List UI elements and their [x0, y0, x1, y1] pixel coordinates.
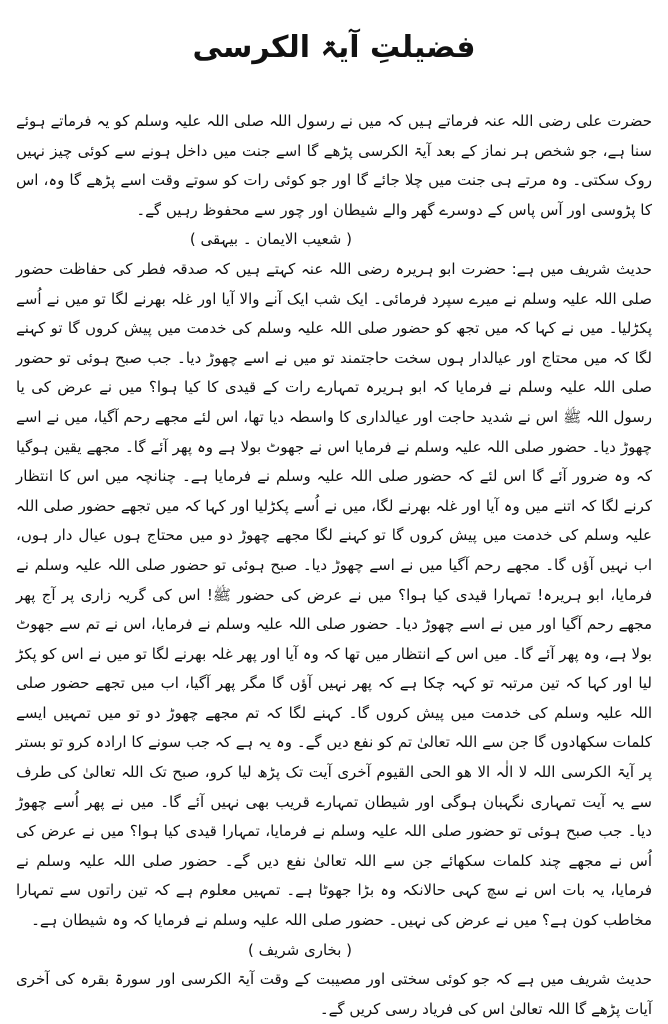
paragraph-hardship-hadith: حدیث شریف میں ہے کہ جو کوئی سختی اور مصیبت کے وقت آیۃ الکرسی اور سورۃ بقرہ کی آخری آیات پڑھے گا اللہ تعالیٰ اس کی فریاد رسی کریں گے۔ — [16, 970, 652, 1018]
paragraph-ali-hadith: حضرت علی رضی اللہ عنہ فرماتے ہیں کہ میں نے رسول اللہ صلی اللہ علیہ وسلم کو یہ فرماتے ہوئے سنا ہے، جو شخص ہر نماز کے بعد آیۃ الکرسی پڑھے گا اسے جنت میں داخل ہونے سے کوئی چیز نہیں روک سکتی۔ وہ مرتے ہی جنت میں چلا جائے گا اور جو کوئی رات کو سوتے وقت اسے پڑھے گا وہ، اس کا پڑوسی اور آس پاس کے دوسرے گھر والے شیطان اور چور سے محفوظ رہیں گے۔ — [16, 112, 652, 219]
source-citation-bukhari: ( بخاری شریف ) — [248, 940, 352, 959]
source-citation-shuab: ( شعیب الایمان ۔ بیہقی ) — [189, 230, 352, 249]
page-title: فضیلتِ آیۃ الکرسی — [192, 30, 476, 65]
paragraph-abu-hurairah-hadith: حدیث شریف میں ہے: حضرت ابو ہریرہ رضی اللہ عنہ کہتے ہیں کہ صدقہ فطر کی حفاظت حضور صلی اللہ علیہ وسلم نے میرے سپرد فرمائی۔ ایک شب ایک آنے والا آیا اور غلہ بھرنے لگا تو میں نے اُسے پکڑلیا۔ میں نے کہا کہ میں تجھ کو حضور صلی اللہ علیہ وسلم کی خدمت میں پیش کروں گا تو کہنے لگا کہ میں محتاج اور عیالدار ہوں سخت حاجتمند تو میں نے اسے چھوڑ دیا۔ جب صبح ہوئی تو حضور صلی اللہ علیہ وسلم نے فرمایا کہ ابو ہریرہ تمہارے رات کے قیدی کا کیا ہوا؟ میں نے عرض کی یا رسول اللہ ﷺ اس نے شدید حاجت اور عیالداری کا واسطہ دیا تھا، اس لئے مجھے رحم آگیا، میں نے اسے چھوڑ دیا۔ حضور صلی اللہ علیہ وسلم نے فرمایا اس نے جھوٹ بولا ہے وہ پھر آئے گا۔ مجھے یقین ہوگیا کہ وہ ضرور آئے گا اس لئے کہ حضور صلی اللہ علیہ وسلم نے فرمایا ہے۔ چنانچہ میں اس کا انتظار کرنے لگا کہ اتنے میں وہ آیا اور غلہ بھرنے لگا، میں نے اُسے پکڑلیا اور کہا کہ میں تجھے حضور صلی اللہ علیہ وسلم کی خدمت میں پیش کروں گا تو کہنے لگا مجھے چھوڑ دو میں محتاج ہوں عیال دار ہوں، اب نہیں آؤں گا۔ مجھے رحم آگیا میں نے اسے چھوڑ دیا۔ صبح ہوئی تو حضور صلی اللہ علیہ وسلم نے فرمایا، ابو ہریرہ! تمہارا قیدی کیا ہوا؟ میں نے عرض کی حضور ﷺ! اس کی گریہ زاری پر آج پھر مجھے رحم آگیا اور میں نے اسے چھوڑ دیا۔ حضور صلی اللہ علیہ وسلم نے فرمایا، اس نے تم سے جھوٹ بولا ہے، وہ پھر آئے گا۔ میں اس کے انتظار میں تھا کہ وہ آیا اور پھر غلہ بھرنے لگا تو میں نے اس کو پکڑ لیا اور کہا کہ تین مرتبہ تو کہہ چکا ہے کہ پھر نہیں آؤں گا مگر پھر آگیا، اب میں تجھے حضور صلی اللہ علیہ وسلم کی خدمت میں پیش کروں گا۔ کہنے لگا کہ تم مجھے چھوڑ دو تو میں تمہیں ایسے کلمات سکھادوں گا جن سے اللہ تعالیٰ تم کو نفع دیں گے۔ وہ یہ ہے کہ جب سونے کا ارادہ کرو تو بستر پر آیۃ الکرسی اللہ لا الٰہ الا ھو الحی القیوم آخری آیت تک پڑھ لیا کرو، صبح تک اللہ تعالیٰ کی طرف سے یہ آیت تمہاری نگہبان ہوگی اور شیطان تمہارے قریب بھی نہیں آئے گا۔ میں نے پھر اُسے چھوڑ دیا۔ جب صبح ہوئی تو حضور صلی اللہ علیہ وسلم نے فرمایا، تمہارا قیدی کیا ہوا؟ میں نے عرض کی اُس نے مجھے چند کلمات سکھائے جن سے اللہ تعالیٰ نفع دیں گے۔ حضور صلی اللہ علیہ وسلم نے فرمایا، یہ بات اس نے سچ کہی حالانکہ وہ بڑا جھوٹا ہے۔ تمہیں معلوم ہے کہ تین راتوں سے تمہارا مخاطب کون ہے؟ میں نے عرض کی نہیں۔ حضور صلی اللہ علیہ وسلم نے فرمایا کہ وہ شیطان ہے۔ — [16, 259, 652, 930]
